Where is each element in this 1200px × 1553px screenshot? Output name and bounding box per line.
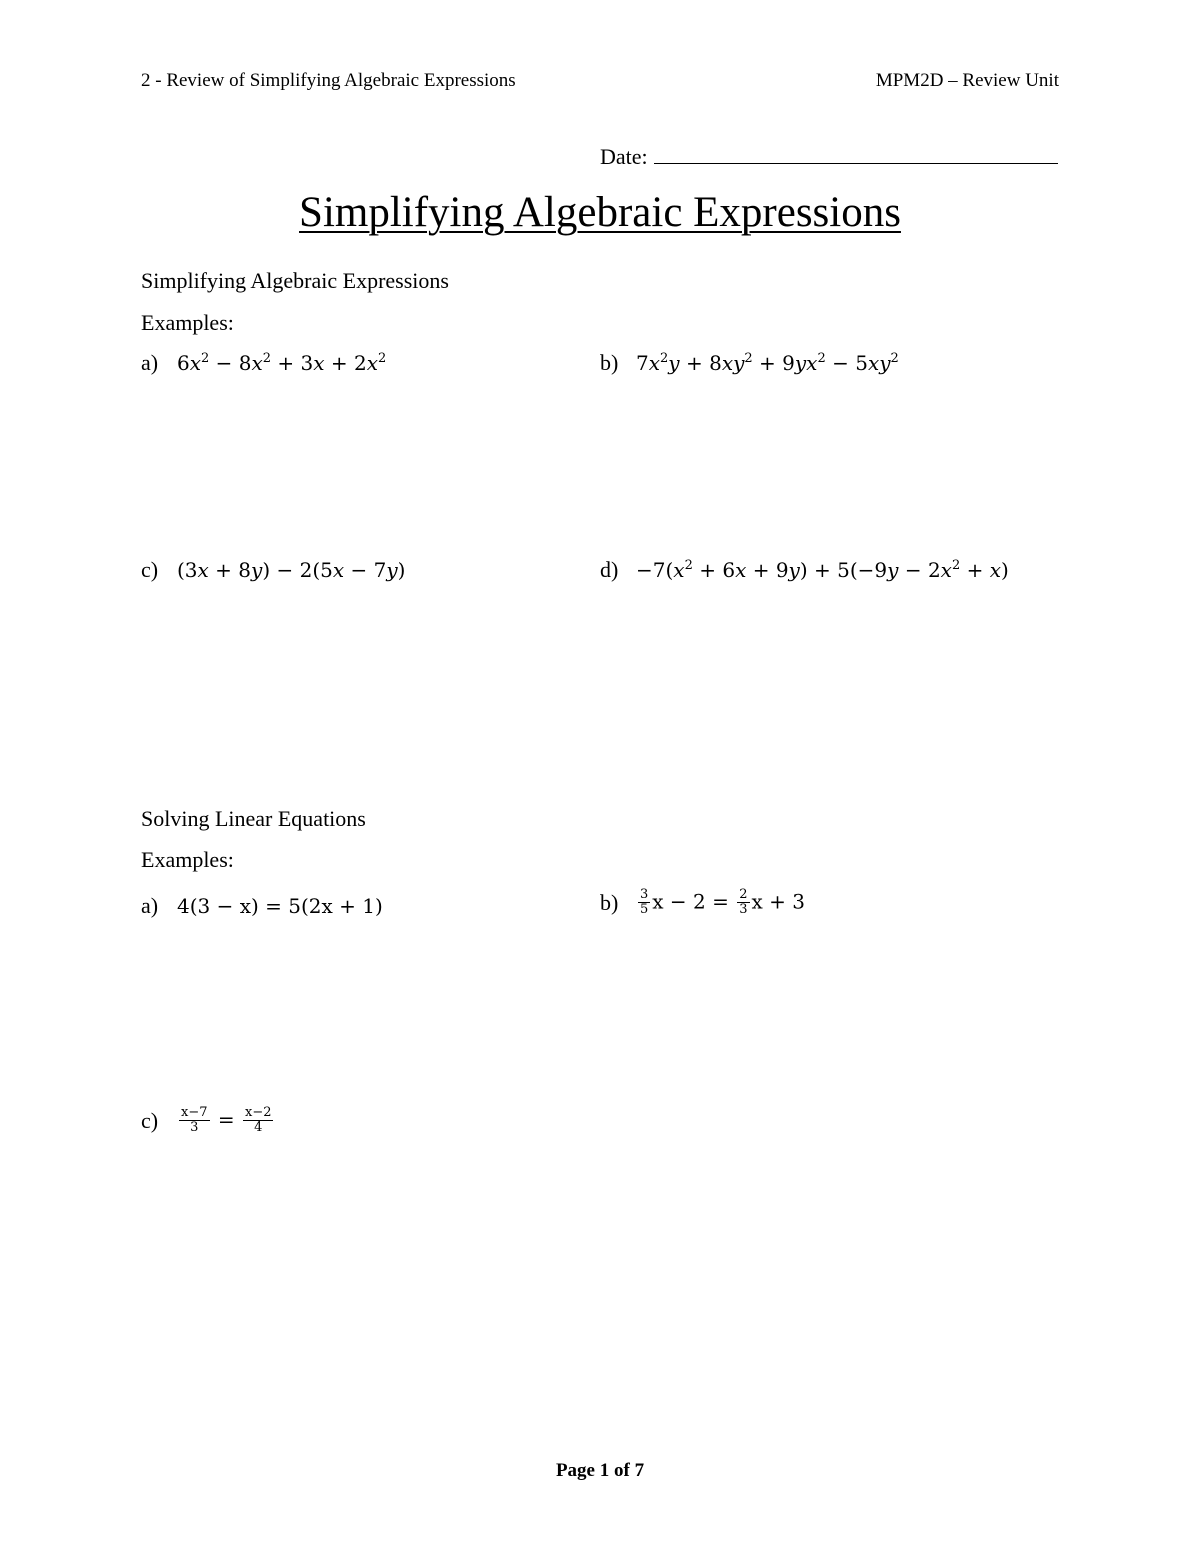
problem-2b xyxy=(600,888,805,918)
examples-label: Examples: xyxy=(141,310,234,335)
problem-2c xyxy=(141,1106,275,1136)
section-heading-simplifying: Simplifying Algebraic Expressions xyxy=(141,268,449,293)
problem-letter: a) xyxy=(141,893,159,918)
page-number: Page 1 of 7 xyxy=(555,1460,645,1481)
problem-2a xyxy=(141,893,383,919)
fraction: $\frac{x-2}{4}$ xyxy=(244,1105,272,1136)
header-left: 2 - Review of Simplifying Algebraic Expressions xyxy=(141,70,516,91)
expression: $6x^2 - 8x^2 + 3x + 2x^2$ xyxy=(177,351,387,375)
section-heading-solving: Solving Linear Equations xyxy=(141,806,366,831)
problem-1b xyxy=(600,350,899,376)
problem-1c xyxy=(141,557,405,583)
fraction: $\frac{x-7}{3}$ xyxy=(181,1105,208,1136)
date-blank-line xyxy=(654,147,1058,164)
problem-letter: b) xyxy=(600,350,619,375)
expression: $\frac{3}{5}$ x − 2 = $\frac{2}{3}$ x + 3 xyxy=(640,887,805,918)
problem-letter: b) xyxy=(600,889,619,915)
problem-1a xyxy=(141,350,386,376)
expression: 4(3 − x) = 5(2x + 1) xyxy=(177,894,383,918)
expression: $\frac{x-7}{3}$ = $\frac{x-2}{4}$ xyxy=(181,1105,272,1136)
fraction: $\frac{3}{5}$ xyxy=(640,887,649,918)
date-field xyxy=(600,144,1058,170)
problem-letter: a) xyxy=(141,350,159,375)
problem-letter: c) xyxy=(141,557,159,582)
date-label: Date: xyxy=(600,144,648,169)
expression: $7x^2y + 8xy^2 + 9yx^2 - 5xy^2$ xyxy=(636,351,899,375)
header-right: MPM2D – Review Unit xyxy=(875,70,1059,91)
page-title: Simplifying Algebraic Expressions xyxy=(299,189,901,236)
examples-label: Examples: xyxy=(141,847,234,872)
problem-letter: d) xyxy=(600,557,619,582)
expression: $-7(x^2 + 6x + 9y) + 5(-9y - 2x^2 + x)$ xyxy=(636,558,1009,582)
fraction: $\frac{2}{3}$ xyxy=(739,887,748,918)
problem-1d xyxy=(600,557,1009,583)
problem-letter: c) xyxy=(141,1107,159,1133)
expression: (3x + 8y) − 2(5x − 7y) xyxy=(177,558,406,582)
